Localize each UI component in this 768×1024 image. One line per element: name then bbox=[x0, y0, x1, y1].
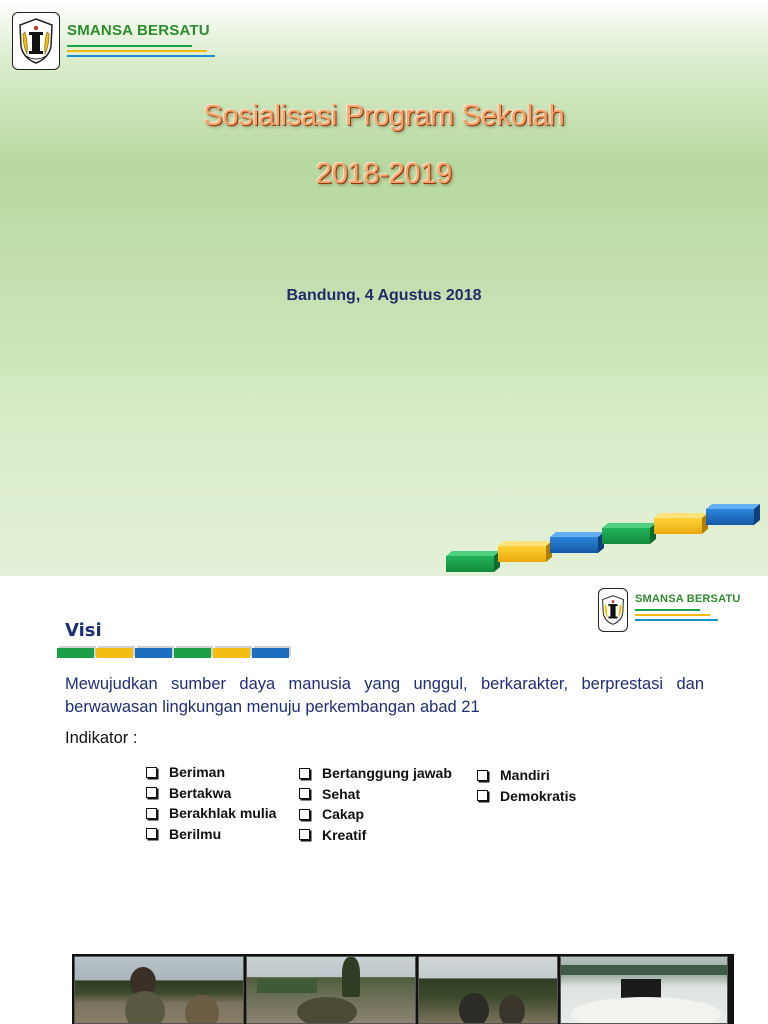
checkbox-icon bbox=[477, 770, 488, 781]
visi-slide bbox=[0, 576, 768, 1024]
step-block-4 bbox=[602, 523, 656, 544]
presentation-year: 2018-2019 bbox=[316, 158, 452, 190]
indicator-item: Kreatif bbox=[299, 825, 452, 846]
checkbox-icon bbox=[299, 768, 310, 779]
photo-assembly bbox=[560, 956, 728, 1024]
logo-wordmark: SMANSA BERSATU bbox=[67, 22, 210, 39]
indicator-item: Cakap bbox=[299, 804, 452, 825]
checkbox-icon bbox=[146, 787, 157, 798]
logo-stripe-blue bbox=[67, 55, 215, 57]
photo-campus bbox=[246, 956, 416, 1024]
presentation-title: Sosialisasi Program Sekolah bbox=[203, 100, 565, 132]
checkbox-icon bbox=[299, 788, 310, 799]
checkbox-icon bbox=[299, 809, 310, 820]
checkbox-icon bbox=[477, 790, 488, 801]
indicator-list-col2 bbox=[299, 763, 452, 845]
step-block-3 bbox=[550, 532, 604, 553]
step-block-1 bbox=[446, 551, 500, 572]
indicator-item: Bertanggung jawab bbox=[299, 763, 452, 784]
school-logo bbox=[12, 12, 215, 70]
visi-statement: Mewujudkan sumber daya manusia yang unggul, berkarakter, berprestasi dan berwawasan lingkungan menuju perkembangan abad 21 bbox=[65, 675, 704, 716]
checkbox-icon bbox=[299, 829, 310, 840]
indicator-item: Beriman bbox=[146, 762, 276, 783]
school-logo-small bbox=[598, 588, 740, 632]
logo-stripe-yellow bbox=[635, 614, 710, 616]
logo-stripe-green bbox=[635, 609, 700, 611]
logo-stripe-green bbox=[67, 45, 192, 47]
indicator-item: Bertakwa bbox=[146, 783, 276, 804]
checkbox-icon bbox=[146, 767, 157, 778]
indicator-item: Berilmu bbox=[146, 824, 276, 845]
bar-segment-blue bbox=[135, 648, 172, 658]
step-block-2 bbox=[498, 541, 552, 562]
bar-segment-yellow bbox=[213, 648, 250, 658]
bar-segment-green bbox=[174, 648, 211, 658]
visi-heading: Visi bbox=[65, 620, 102, 641]
indicator-list-col1 bbox=[146, 762, 276, 844]
bar-segment-yellow bbox=[96, 648, 133, 658]
checkbox-icon bbox=[146, 828, 157, 839]
photo-strip bbox=[72, 954, 734, 1024]
bar-segment-blue bbox=[252, 648, 289, 658]
photo-activity bbox=[418, 956, 558, 1024]
bar-segment-green bbox=[57, 648, 94, 658]
step-block-6 bbox=[706, 504, 760, 525]
indicator-item: Sehat bbox=[299, 784, 452, 805]
indicator-item: Mandiri bbox=[477, 765, 576, 786]
indicator-item: Demokratis bbox=[477, 786, 576, 807]
checkbox-icon bbox=[146, 808, 157, 819]
decorative-color-bar bbox=[57, 648, 289, 658]
step-block-5 bbox=[654, 513, 708, 534]
photo-ceremony bbox=[74, 956, 244, 1024]
school-emblem-icon bbox=[598, 588, 628, 632]
presentation-date: Bandung, 4 Agustus 2018 bbox=[286, 287, 482, 304]
indicator-list-col3 bbox=[477, 765, 576, 806]
logo-stripe-blue bbox=[635, 619, 718, 621]
school-emblem-icon bbox=[12, 12, 60, 70]
indicator-item: Berakhlak mulia bbox=[146, 803, 276, 824]
logo-stripe-yellow bbox=[67, 50, 207, 52]
logo-wordmark: SMANSA BERSATU bbox=[635, 593, 741, 605]
indikator-label: Indikator : bbox=[65, 729, 138, 747]
